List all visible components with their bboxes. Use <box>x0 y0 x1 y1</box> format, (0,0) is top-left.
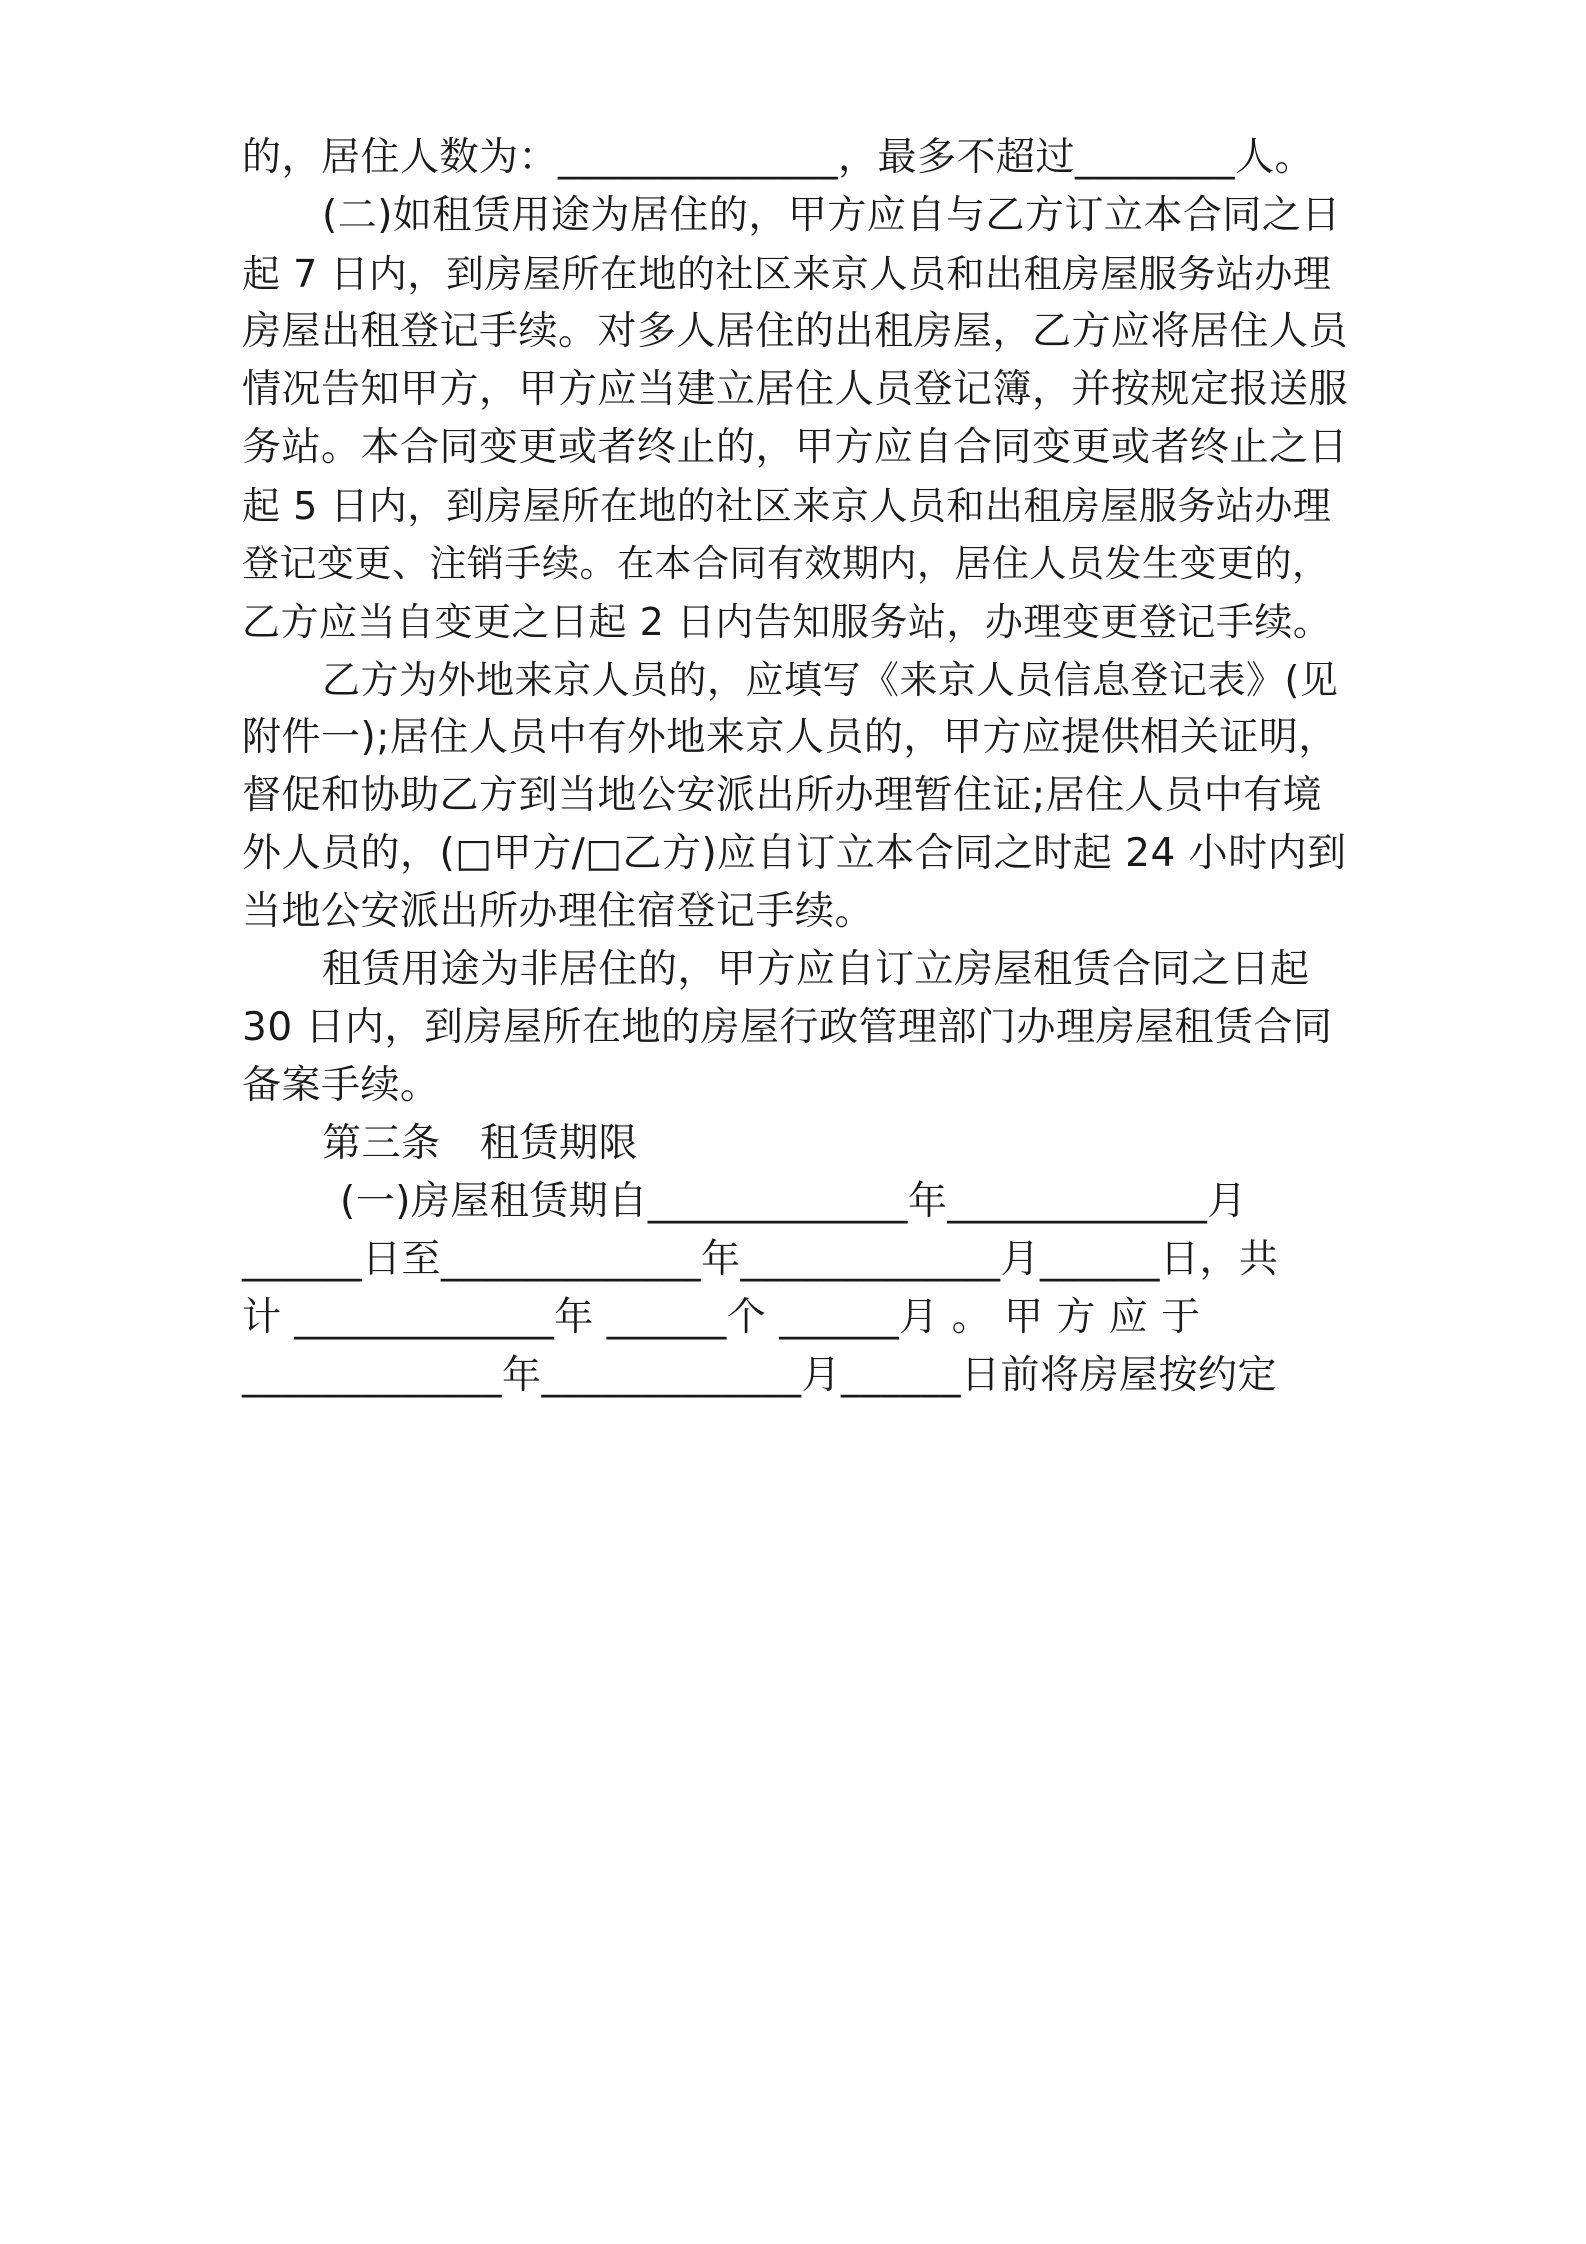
text-line-9: 乙方应当自变更之日起 2 日内告知服务站，办理变更登记手续。 <box>242 600 1332 644</box>
text-line-10: 乙方为外地来京人员的，应填写《来京人员信息登记表》(见 <box>322 658 1339 702</box>
text-line-8: 登记变更、注销手续。在本合同有效期内，居住人员发生变更的， <box>242 542 1330 585</box>
text-line-12: 督促和协助乙方到当地公安派出所办理暂住证;居住人员中有境 <box>242 773 1323 818</box>
text-line-3: 起 7 日内，到房屋所在地的社区来京人员和出租房屋服务站办理 <box>242 252 1332 296</box>
text-line-13: 外人员的，(□甲方/□乙方)应自订立本合同之时起 24 小时内到 <box>242 831 1347 876</box>
text-line-16: 30 日内，到房屋所在地的房屋行政管理部门办理房屋租赁合同 <box>242 1005 1333 1050</box>
text-line-1: 的，居住人数为：______________，最多不超过________人。 <box>242 135 1315 180</box>
text-line-15: 租赁用途为非居住的，甲方应自订立房屋租赁合同之日起 <box>322 947 1310 992</box>
text-line-6: 务站。本合同变更或者终止的，甲方应自合同变更或者终止之日 <box>242 425 1349 470</box>
text-line-14: 当地公安派出所办理住宿登记手续。 <box>242 889 875 934</box>
text-line-21: 计 _____________年 ______个 ______月 。 甲 方 应 于 <box>242 1295 1201 1340</box>
text-line-11: 附件一);居住人员中有外地来京人员的，甲方应提供相关证明， <box>242 715 1338 760</box>
text-line-19: (一)房屋租赁期自_____________年_____________月 <box>340 1179 1247 1224</box>
text-line-20: ______日至_____________年_____________月______日，共 <box>242 1237 1279 1282</box>
text-line-22: _____________年_____________月______日前将房屋按约定 <box>242 1353 1278 1398</box>
text-line-4: 房屋出租登记手续。对多人居住的出租房屋，乙方应将居住人员 <box>242 309 1349 354</box>
text-line-5: 情况告知甲方，甲方应当建立居住人员登记簿，并按规定报送服 <box>242 367 1349 412</box>
text-line-7: 起 5 日内，到房屋所在地的社区来京人员和出租房屋服务站办理 <box>242 484 1332 528</box>
text-line-17: 备案手续。 <box>242 1063 440 1108</box>
text-line-2: (二)如租赁用途为居住的，甲方应自与乙方订立本合同之日 <box>322 193 1341 238</box>
section-heading: 第三条 租赁期限 <box>322 1121 639 1166</box>
